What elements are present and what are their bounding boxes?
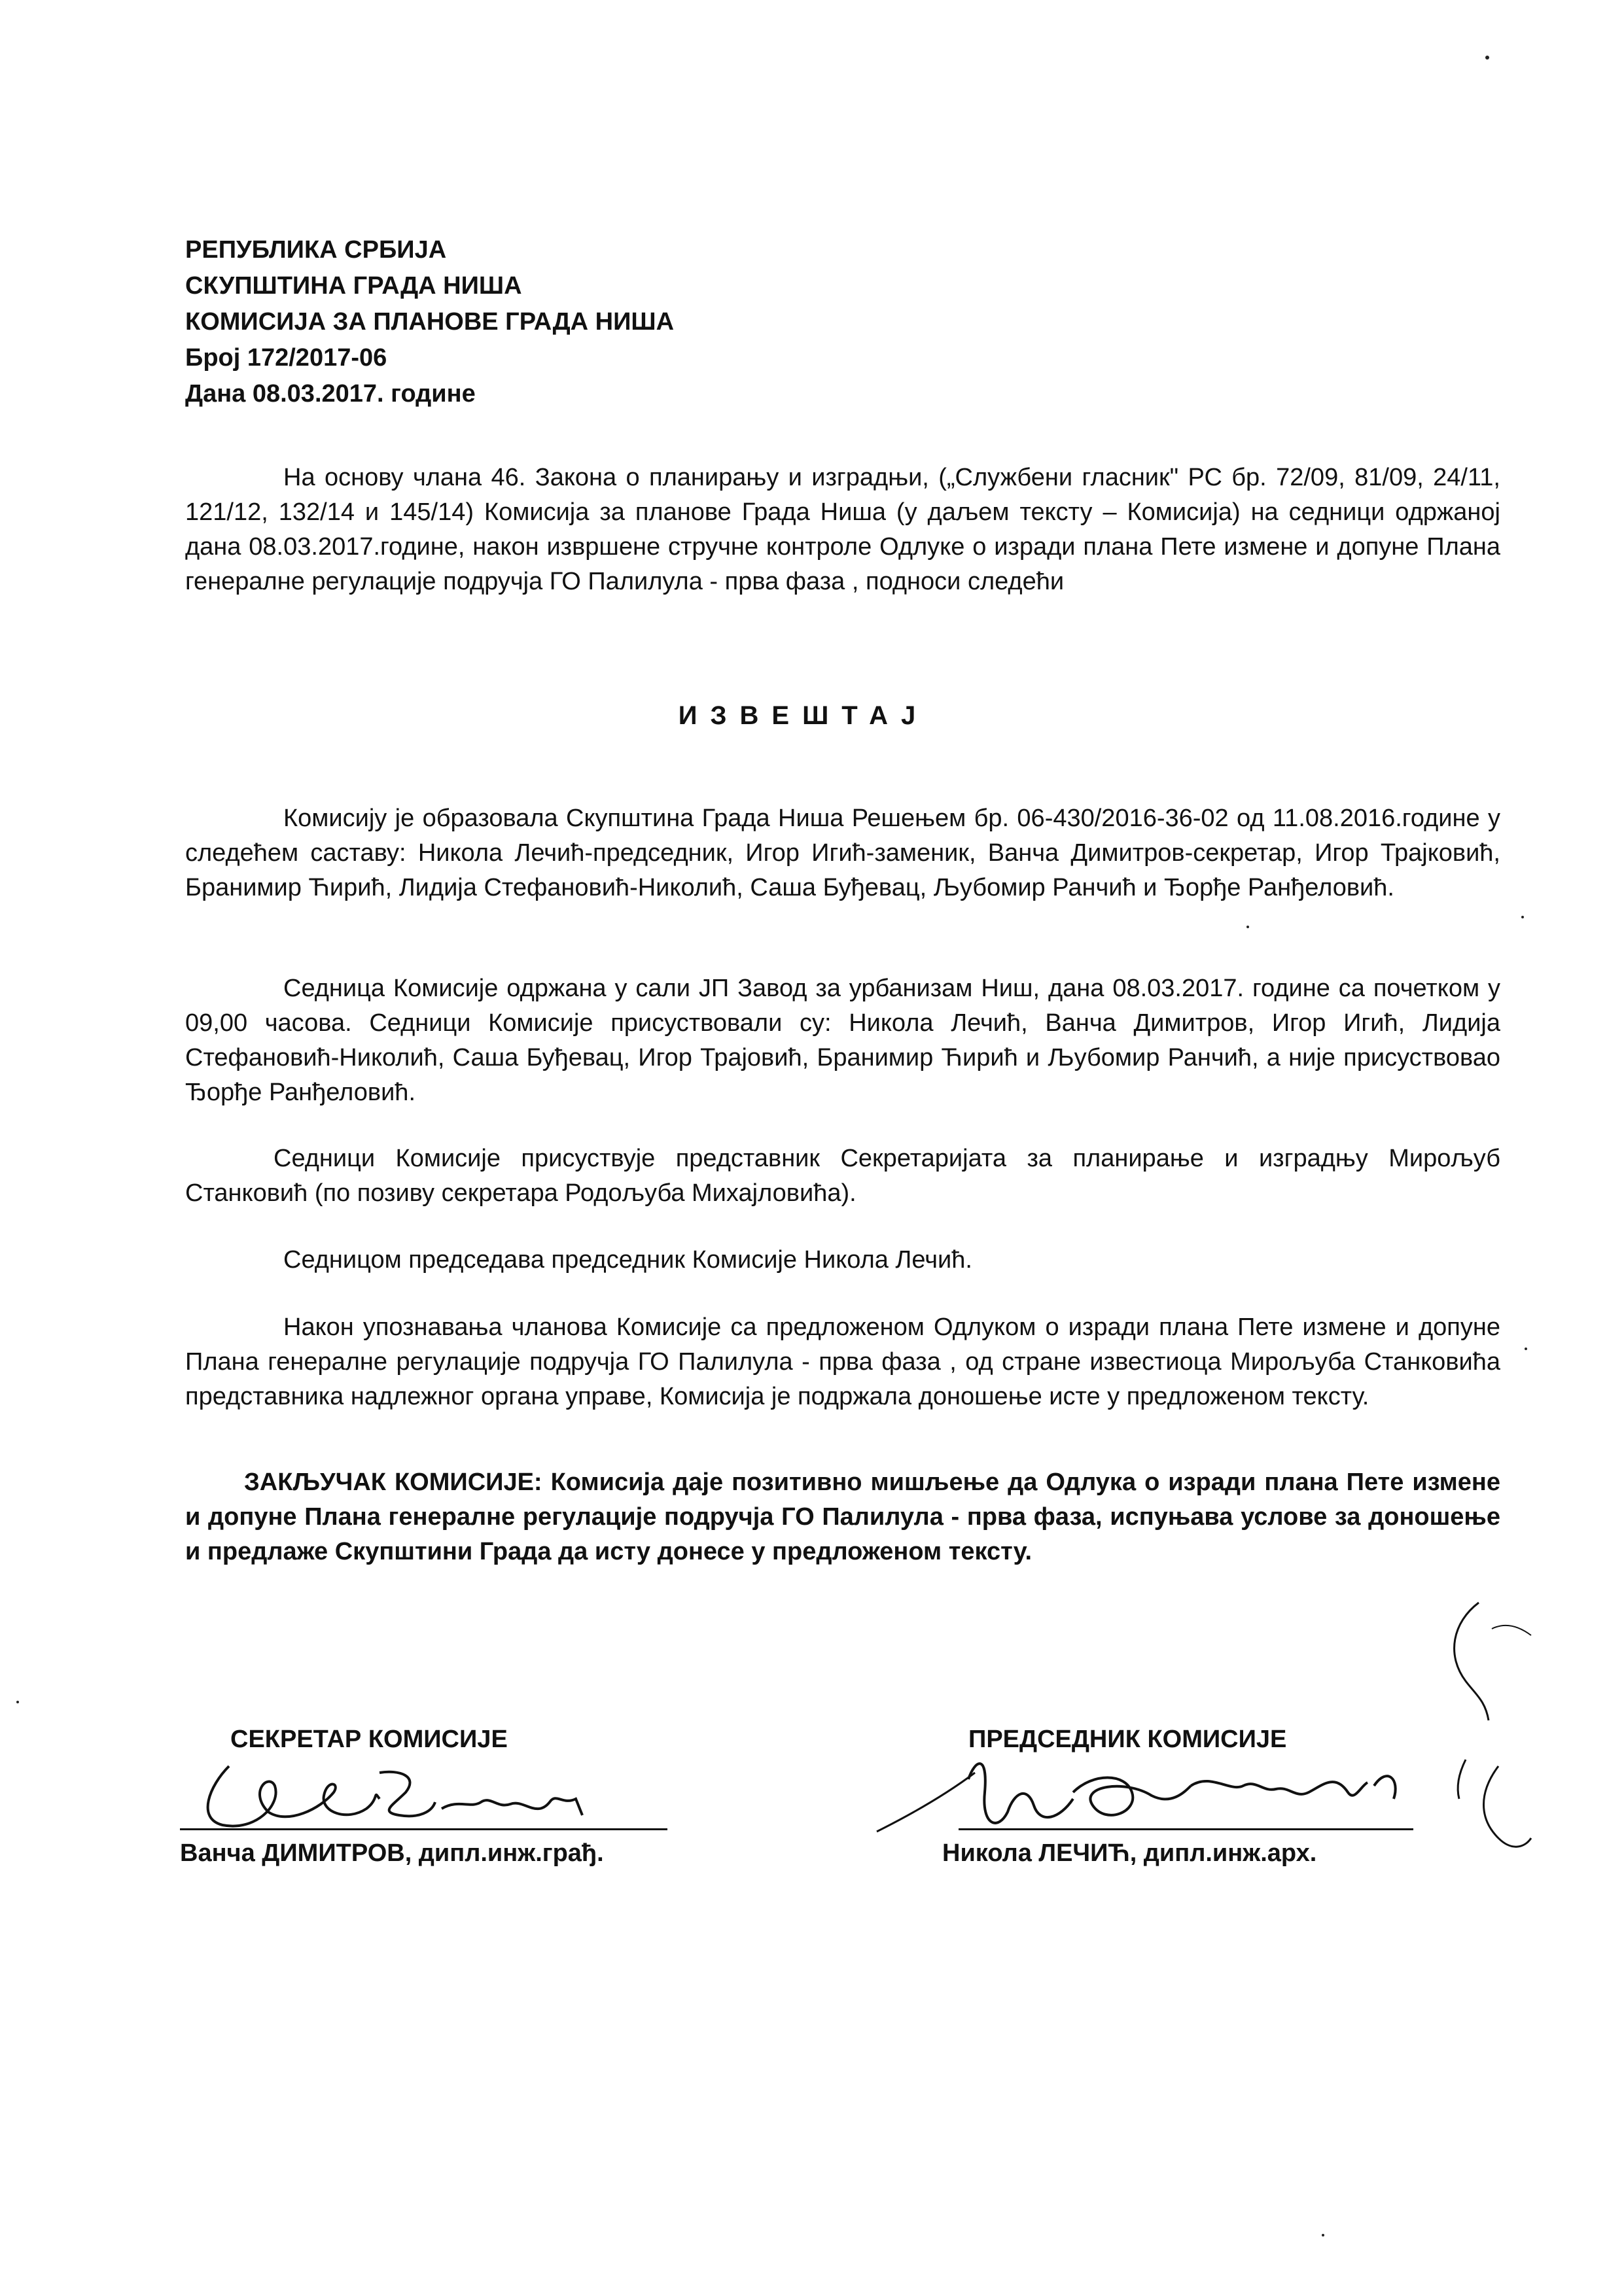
document-header (185, 232, 674, 412)
secretary-title: СЕКРЕТАР КОМИСИЈЕ (230, 1726, 508, 1753)
scan-speck (1525, 1348, 1527, 1350)
header-date: Дана 08.03.2017. године (185, 380, 476, 408)
scan-speck (1246, 926, 1249, 928)
scan-speck (16, 1701, 19, 1703)
intro-paragraph: На основу члана 46. Закона о планирању и изградњи, („Службени гласник" РС бр. 72/09, 81/09, 24/11, 121/12, 132/14 и 145/14) Комисија за планове Града Ниша (у даљем тексту – Комисија) на седници одржаној дана 08.03.2017.године, након извршене стручне контроле Одлуке о изради плана Пете измене и допуне Плана генералне регулације подручја ГО Палилула - прва фаза , подноси следећи (185, 464, 1500, 595)
secretary-signature (183, 1747, 680, 1858)
scan-speck (1485, 56, 1489, 60)
header-republic: РЕПУБЛИКА СРБИЈА (185, 236, 447, 264)
scan-speck (1521, 916, 1524, 918)
paragraph-composition: Комисију је образовала Скупштина Града Ниша Решењем бр. 06-430/2016-36-02 од 11.08.2016.године у следећем саставу: Никола Лечић-председник, Игор Игић-заменик, Ванча Димитров-секретар, Игор Трајковић, Бранимир Ћирић, Лидија Стефановић-Николић, Саша Буђевац, Љубомир Ранчић и Ђорђе Ранђеловић. (185, 805, 1500, 901)
commission-conclusion: ЗАКЉУЧАК КОМИСИЈЕ: Комисија даје позитивно мишљење да Одлука о изради плана Пете измене и допуне Плана генералне регулације подручја ГО Палилула - прва фаза, испуњава услове за доношење и предлаже Скупштини Града да исту донесе у предложеном тексту. (185, 1469, 1500, 1565)
header-assembly: СКУПШТИНА ГРАДА НИША (185, 272, 522, 300)
president-signature (877, 1596, 1531, 1871)
header-number: Број 172/2017-06 (185, 344, 387, 372)
scan-speck (1322, 2234, 1324, 2236)
paragraph-chair: Седницом председава председник Комисије Никола Лечић. (283, 1246, 972, 1274)
paragraph-attendance: Седници Комисије присуствује представник Секретаријата за планирање и изградњу Мирољуб Станковић (по позиву секретара Родољуба Михајловића). (185, 1145, 1500, 1207)
president-name: Никола ЛЕЧИЋ, дипл.инж.арх. (942, 1839, 1317, 1867)
secretary-name: Ванча ДИМИТРОВ, дипл.инж.грађ. (180, 1839, 604, 1867)
president-title: ПРЕДСЕДНИК КОМИСИЈЕ (968, 1726, 1287, 1753)
paragraph-discussion: Након упознавања чланова Комисије са предложеном Одлуком о изради плана Пете измене и допуне Плана генералне регулације подручја ГО Палилула - прва фаза , од стране известиоца Мирољуба Станковића представника надлежног органа управе, Комисија је подржала доношење исте у предложеном тексту. (185, 1313, 1500, 1410)
header-commission: КОМИСИЈА ЗА ПЛАНОВЕ ГРАДА НИША (185, 308, 675, 336)
document-title: ИЗВЕШТАЈ (678, 701, 929, 730)
paragraph-session: Седница Комисије одржана у сали ЈП Завод за урбанизам Ниш, дана 08.03.2017. године са почетком у 09,00 часова. Седници Комисије присуствовали су: Никола Лечић, Ванча Димитров, Игор Игић, Лидија Стефановић-Николић, Саша Буђевац, Игор Трајовић, Бранимир Ћирић и Љубомир Ранчић, а није присуствовао Ђорђе Ранђеловић. (185, 975, 1500, 1106)
